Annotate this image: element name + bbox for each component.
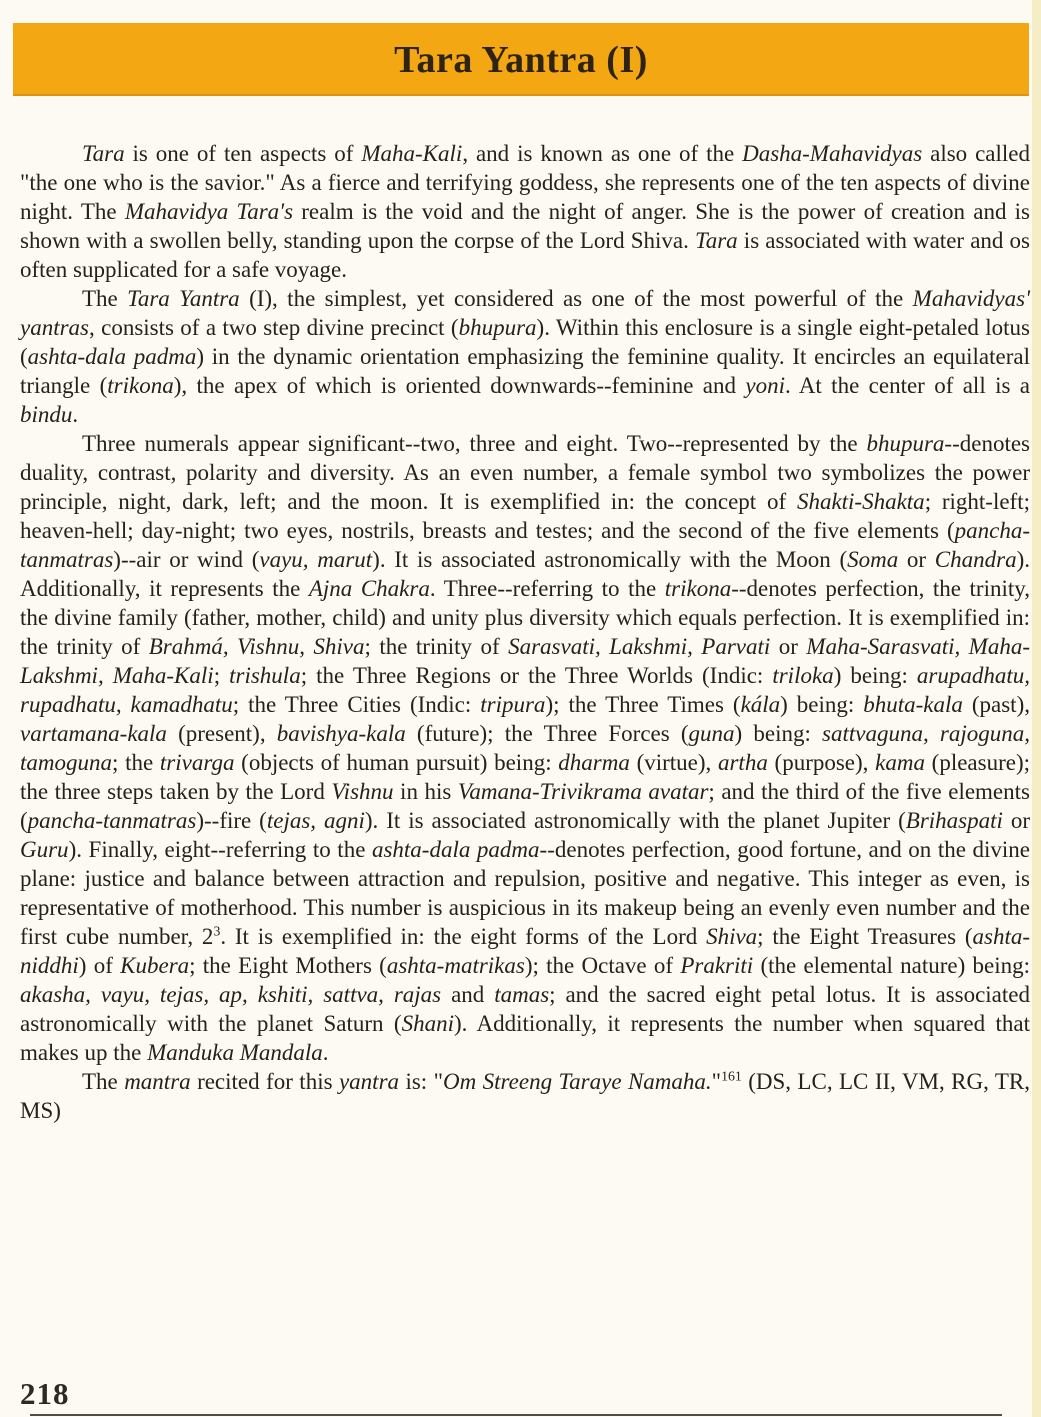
paragraph: Tara is one of ten aspects of Maha-Kali, and is known as one of the Dasha-Mahavidyas also called "the one who is the savior." As a fierce and terrifying goddess, she represents one of the ten aspects of divine night. The Mahavidya Tara's realm is the void and the night of anger. She is the power of creation and is shown with a swollen belly, standing upon the corpse of the Lord Shiva. Tara is associated with water and os often supplicated for a safe voyage. — [20, 141, 1031, 282]
scan-edge-line — [30, 1414, 1002, 1416]
article-body — [20, 139, 1030, 1125]
paragraph: Three numerals appear significant--two, three and eight. Two--represented by the bhupura--denotes duality, contrast, polarity and diversity. As an even number, a female symbol two symbolizes the power principle, night, dark, left; and the moon. It is exemplified in: the concept of Shakti-Shakta; right-left; heaven-hell; day-night; two eyes, nostrils, breasts and testes; and the second of the five elements (pancha-tanmatras)--air or wind (vayu, marut). It is associated astronomically with the Moon (Soma or Chandra). Additionally, it represents the Ajna Chakra. Three--referring to the trikona--denotes perfection, the trinity, the divine family (father, mother, child) and unity plus diversity which equals perfection. It is exemplified in: the trinity of Brahmá, Vishnu, Shiva; the trinity of Sarasvati, Lakshmi, Parvati or Maha-Sarasvati, Maha-Lakshmi, Maha-Kali; trishula; the Three Regions or the Three Worlds (Indic: triloka) being: arupadhatu, rupadhatu, kamadhatu; the Three Cities (Indic: tripura); the Three Times (kála) being: bhuta-kala (past), vartamana-kala (present), bavishya-kala (future); the Three Forces (guna) being: sattvaguna, rajoguna, tamoguna; the trivarga (objects of human pursuit) being: dharma (virtue), artha (purpose), kama (pleasure); the three steps taken by the Lord Vishnu in his Vamana-Trivikrama avatar; and the third of the five elements (pancha-tanmatras)--fire (tejas, agni). It is associated astronomically with the planet Jupiter (Brihaspati or Guru). Finally, eight--referring to the ashta-dala padma--denotes perfection, good fortune, and on the divine plane: justice and balance between attraction and repulsion, positive and negative. This integer as even, is representative of motherhood. This number is auspicious in its makeup being an evenly even number and the first cube number, $2^3$. It is exemplified in: the eight forms of the Lord Shiva; the Eight Treasures (ashta-niddhi) of Kubera; the Eight Mothers (ashta-matrikas); the Octave of Prakriti (the elemental nature) being: akasha, vayu, tejas, ap, kshiti, sattva, rajas and tamas; and the sacred eight petal lotus. It is associated astronomically with the planet Saturn (Shani). Additionally, it represents the number when squared that makes up the Manduka Mandala. — [20, 431, 1031, 1065]
page-edge-shadow — [1032, 0, 1041, 1417]
page-title: Tara Yantra (I) — [394, 38, 648, 81]
page-number: 218 — [20, 1376, 70, 1411]
paragraph: The mantra recited for this yantra is: "Om Streeng Taraye Namaha."$^{161}$ (DS, LC, LC II, VM, RG, TR, MS) — [20, 1068, 1030, 1123]
paragraph: The Tara Yantra (I), the simplest, yet considered as one of the most powerful of the Mahavidyas' yantras, consists of a two step divine precinct (bhupura). Within this enclosure is a single eight-petaled lotus (ashta-dala padma) in the dynamic orientation emphasizing the feminine quality. It encircles an equilateral triangle (trikona), the apex of which is oriented downwards--feminine and yoni. At the center of all is a bindu. — [20, 286, 1031, 427]
chapter-title-banner — [13, 23, 1029, 96]
